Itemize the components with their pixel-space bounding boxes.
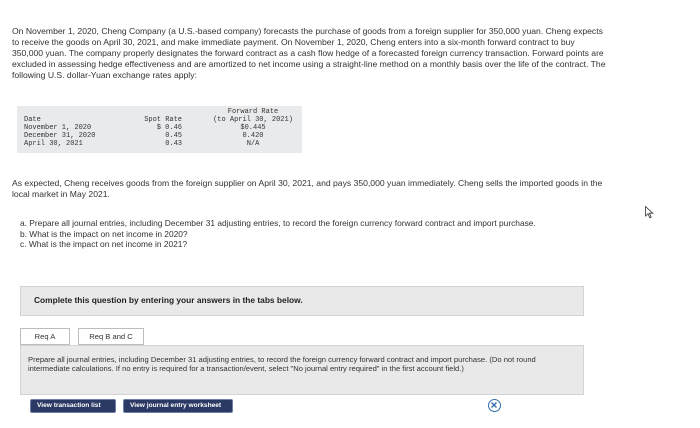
view-journal-worksheet-button[interactable]: View journal entry worksheet [123, 399, 233, 413]
task-instructions: Prepare all journal entries, including December 31 adjusting entries, to record the foreign currency forward contract and import purchase. (Do not round intermediate calculations. If no entry is required for a transaction/event, select "No journal entry required" in the first account field.) [28, 355, 536, 373]
rate-row-forward: 0.420 [242, 132, 264, 140]
rate-row-date: November 1, 2020 [24, 124, 92, 132]
header-date: Date [24, 116, 41, 124]
rate-row-spot: $ 0.46 [156, 124, 182, 132]
task-panel [20, 345, 584, 395]
rate-row-forward: N/A [246, 140, 260, 148]
rate-row-spot: 0.45 [165, 132, 182, 140]
requirement-c: c. What is the impact on net income in 2021? [20, 239, 188, 249]
requirement-a: a. Prepare all journal entries, including December 31 adjusting entries, to record the foreign currency forward contract and import purchase. [20, 218, 536, 228]
tab-req-a[interactable]: Req A [20, 328, 70, 345]
rate-row-forward: $0.445 [240, 124, 266, 132]
header-spot: Spot Rate [144, 116, 182, 124]
rate-row-spot: 0.43 [165, 140, 182, 148]
header-forward-sub: (to April 30, 2021) [213, 116, 293, 124]
mouse-cursor-icon [645, 206, 654, 224]
header-forward: Forward Rate [227, 108, 279, 116]
rate-row-date: December 31, 2020 [24, 132, 96, 140]
tab-req-b-and-c[interactable]: Req B and C [78, 328, 144, 345]
instruction-bar [20, 286, 584, 316]
instruction-text: Complete this question by entering your answers in the tabs below. [34, 295, 303, 305]
problem-intro: On November 1, 2020, Cheng Company (a U.S.-based company) forecasts the purchase of goods from a foreign supplier for 350,000 yuan. Cheng expects to receive the goods on April 30, 2021, and make immediate payment. On November 1, 2020, Cheng enters into a six-month forward contract to buy 350,000 yuan. The company properly designates the forward contract as a cash flow hedge of a forecasted foreign currency transaction. Forward points are excluded in assessing hedge effectiveness and are amortized to net income using a straight-line method on a monthly basis over the life of the contract. The following U.S. dollar-Yuan exchange rates apply: [12, 26, 606, 80]
exchange-rate-table [17, 106, 302, 153]
requirement-b: b. What is the impact on net income in 2020? [20, 228, 188, 239]
requirements-list [20, 218, 580, 250]
rate-row-date: April 30, 2021 [24, 140, 83, 148]
close-icon[interactable] [488, 399, 501, 412]
problem-followup: As expected, Cheng receives goods from the foreign supplier on April 30, 2021, and pays 350,000 yuan immediately. Cheng sells the imported goods in the local market in May 2021. [12, 178, 603, 199]
view-transaction-list-button[interactable]: View transaction list [30, 399, 116, 413]
